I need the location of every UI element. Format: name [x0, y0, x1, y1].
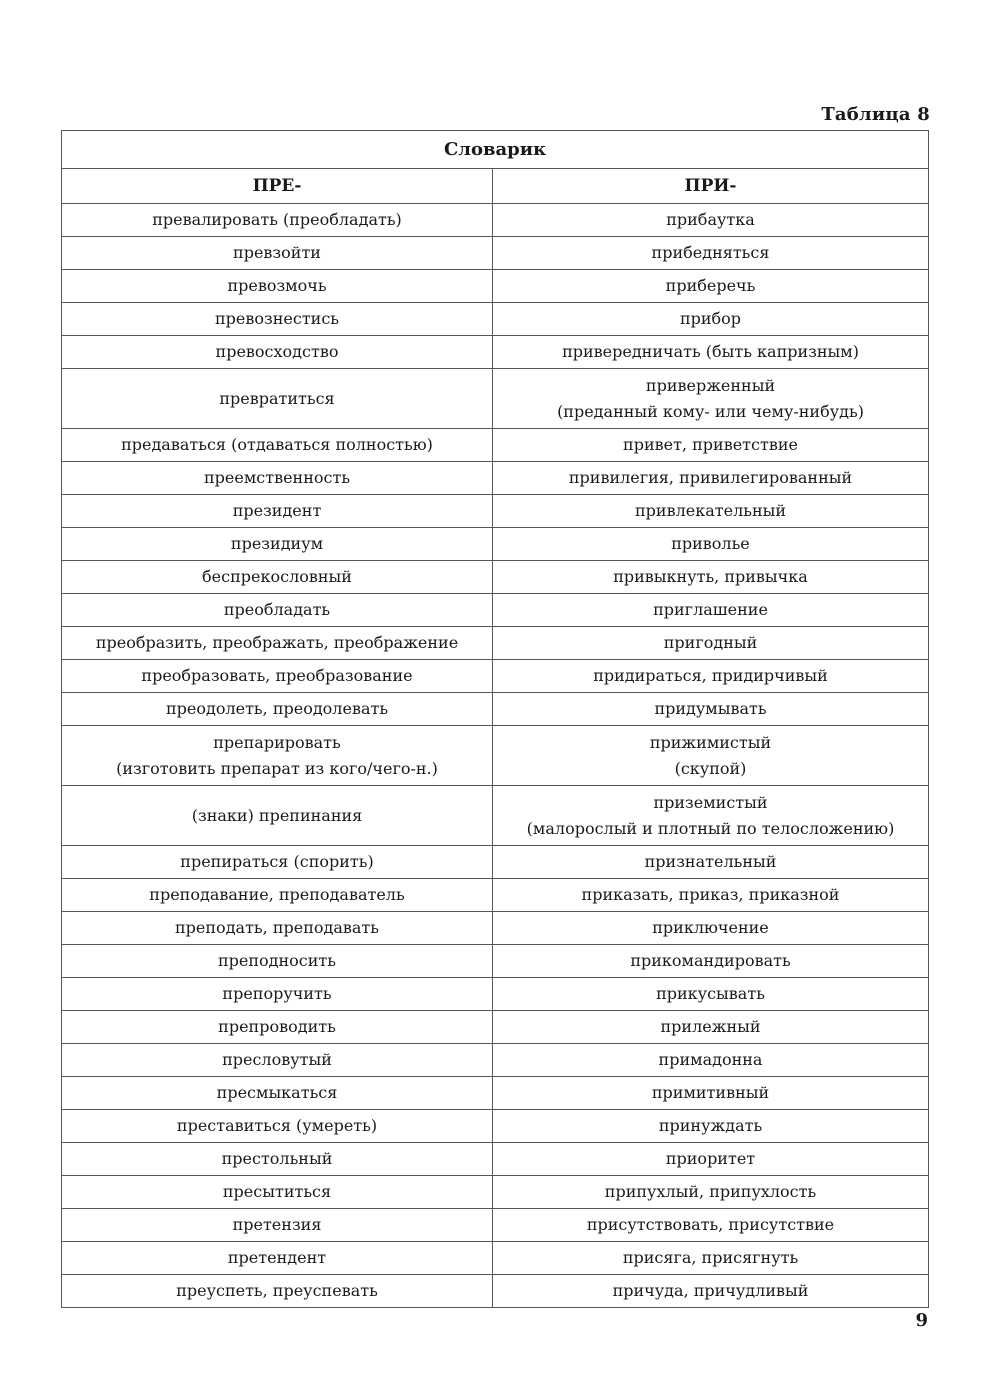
cell-text: пригодный — [663, 633, 758, 652]
table-row — [62, 429, 929, 462]
cell-text: преобразить, преображать, преображение — [95, 633, 459, 652]
table-row — [62, 1110, 929, 1143]
cell-pri-word — [493, 786, 929, 846]
cell-text: приверженный — [645, 375, 776, 395]
cell-text: (знаки) препинания — [191, 805, 363, 825]
cell-text: престольный — [221, 1149, 333, 1168]
cell-text: приглашение — [653, 600, 768, 619]
cell-pre-word — [62, 204, 493, 237]
table-row — [62, 627, 929, 660]
cell-pre-word — [62, 1209, 493, 1242]
cell-pre-word — [62, 1044, 493, 1077]
cell-text: присяга, присягнуть — [622, 1248, 799, 1267]
cell-text: привлекательный — [635, 501, 787, 520]
cell-text: преставиться (умереть) — [176, 1116, 378, 1135]
cell-text: пресмыкаться — [216, 1083, 338, 1102]
cell-pre-word — [62, 945, 493, 978]
table-row — [62, 1143, 929, 1176]
cell-text: прикусывать — [656, 984, 765, 1003]
table-row — [62, 912, 929, 945]
cell-text: препарировать — [213, 732, 341, 752]
table-row — [62, 1011, 929, 1044]
cell-pri-word — [493, 1176, 929, 1209]
cell-text: прибор — [679, 309, 742, 328]
cell-pre-word — [62, 978, 493, 1011]
cell-text: причуда, причудливый — [612, 1281, 809, 1300]
cell-pre-word — [62, 693, 493, 726]
cell-pre-word — [62, 846, 493, 879]
table-row — [62, 879, 929, 912]
cell-text: прилежный — [660, 1017, 761, 1036]
cell-text: приоритет — [665, 1149, 756, 1168]
table-row — [62, 1077, 929, 1110]
table-row — [62, 726, 929, 786]
table-row — [62, 1209, 929, 1242]
cell-text: препираться (спорить) — [180, 852, 374, 871]
cell-text: припухлый, припухлость — [604, 1182, 817, 1201]
cell-text: пресловутый — [222, 1050, 332, 1069]
cell-text: приволье — [671, 534, 750, 553]
cell-pri-word — [493, 1209, 929, 1242]
cell-text: преподать, преподавать — [175, 918, 379, 937]
cell-text: превзойти — [233, 243, 321, 262]
cell-pre-word — [62, 561, 493, 594]
cell-pri-word — [493, 528, 929, 561]
cell-pri-word — [493, 1011, 929, 1044]
cell-pri-word — [493, 303, 929, 336]
cell-pre-word — [62, 594, 493, 627]
cell-text: примитивный — [651, 1083, 770, 1102]
cell-pre-word — [62, 660, 493, 693]
cell-pri-word — [493, 726, 929, 786]
cell-pre-word — [62, 528, 493, 561]
cell-text: препроводить — [218, 1017, 336, 1036]
cell-text: приключение — [652, 918, 769, 937]
table-body — [62, 204, 929, 1308]
cell-pri-word — [493, 1044, 929, 1077]
cell-pri-word — [493, 912, 929, 945]
cell-pri-word — [493, 1242, 929, 1275]
cell-text: прижимистый — [649, 732, 772, 752]
cell-pre-word — [62, 1011, 493, 1044]
table-row — [62, 204, 929, 237]
table-row — [62, 1275, 929, 1308]
cell-text: пресытиться — [222, 1182, 332, 1201]
cell-pre-word — [62, 369, 493, 429]
vocabulary-table — [61, 130, 929, 1308]
page-number: 9 — [915, 1310, 928, 1331]
table-row — [62, 369, 929, 429]
cell-text: преподавание, преподаватель — [149, 885, 405, 904]
table-title: Словарик — [62, 131, 929, 169]
cell-text: привилегия, привилегированный — [568, 468, 853, 487]
table-row — [62, 594, 929, 627]
cell-text: президент — [232, 501, 322, 520]
cell-text: (изготовить препарат из кого/чего-н.) — [116, 758, 438, 778]
cell-pri-word — [493, 879, 929, 912]
cell-pre-word — [62, 1110, 493, 1143]
column-header-pri: ПРИ- — [493, 169, 929, 204]
cell-pri-word — [493, 627, 929, 660]
cell-pre-word — [62, 1242, 493, 1275]
cell-text: приберечь — [665, 276, 756, 295]
cell-text: президиум — [230, 534, 324, 553]
cell-text: превратиться — [219, 388, 335, 408]
cell-text: превалировать (преобладать) — [152, 210, 402, 229]
cell-text: преобладать — [223, 600, 331, 619]
table-row — [62, 237, 929, 270]
cell-pri-word — [493, 462, 929, 495]
table-row — [62, 561, 929, 594]
cell-text: беспрекословный — [202, 567, 352, 586]
cell-pre-word — [62, 237, 493, 270]
cell-pri-word — [493, 1275, 929, 1308]
cell-pri-word — [493, 1077, 929, 1110]
cell-pre-word — [62, 1176, 493, 1209]
cell-text: претендент — [227, 1248, 327, 1267]
column-header-pre: ПРЕ- — [62, 169, 493, 204]
cell-text: привыкнуть, привычка — [613, 567, 808, 586]
table-row — [62, 528, 929, 561]
cell-pri-word — [493, 495, 929, 528]
cell-text: привет, приветствие — [623, 435, 798, 454]
cell-pre-word — [62, 1077, 493, 1110]
cell-pre-word — [62, 786, 493, 846]
cell-pre-word — [62, 303, 493, 336]
cell-pre-word — [62, 1275, 493, 1308]
cell-pri-word — [493, 693, 929, 726]
cell-pri-word — [493, 561, 929, 594]
cell-text: прибедняться — [651, 243, 770, 262]
cell-text: преподносить — [217, 951, 336, 970]
cell-text: привередничать (быть капризным) — [562, 342, 859, 361]
cell-text: прикомандировать — [630, 951, 791, 970]
cell-text: преодолеть, преодолевать — [165, 699, 389, 718]
table-row — [62, 303, 929, 336]
cell-pri-word — [493, 270, 929, 303]
cell-text: прибаутка — [666, 210, 755, 229]
cell-pre-word — [62, 912, 493, 945]
cell-pri-word — [493, 1143, 929, 1176]
cell-text: (преданный кому- или чему-нибудь) — [557, 401, 864, 421]
table-row — [62, 693, 929, 726]
cell-text: (малорослый и плотный по телосложению) — [526, 818, 895, 838]
cell-pri-word — [493, 594, 929, 627]
cell-text: преуспеть, преуспевать — [176, 1281, 378, 1300]
cell-pre-word — [62, 1143, 493, 1176]
cell-text: преобразовать, преобразование — [141, 666, 413, 685]
cell-text: претензия — [232, 1215, 322, 1234]
cell-text: принуждать — [658, 1116, 763, 1135]
table-row — [62, 336, 929, 369]
table-row — [62, 978, 929, 1011]
cell-text: придираться, придирчивый — [593, 666, 828, 685]
cell-pre-word — [62, 879, 493, 912]
cell-pre-word — [62, 270, 493, 303]
table-row — [62, 846, 929, 879]
cell-pri-word — [493, 237, 929, 270]
cell-text: предаваться (отдаваться полностью) — [121, 435, 433, 454]
cell-pre-word — [62, 726, 493, 786]
cell-pre-word — [62, 495, 493, 528]
table-row — [62, 786, 929, 846]
cell-pre-word — [62, 336, 493, 369]
table-row — [62, 1176, 929, 1209]
cell-text: примадонна — [658, 1050, 763, 1069]
cell-text: превознестись — [214, 309, 340, 328]
cell-text: признательный — [644, 852, 777, 871]
cell-text: превозмочь — [227, 276, 327, 295]
table-row — [62, 660, 929, 693]
cell-pri-word — [493, 978, 929, 1011]
cell-pre-word — [62, 429, 493, 462]
cell-text: препоручить — [222, 984, 332, 1003]
cell-pre-word — [62, 462, 493, 495]
table-row — [62, 945, 929, 978]
table-row — [62, 1242, 929, 1275]
table-row — [62, 270, 929, 303]
cell-pri-word — [493, 336, 929, 369]
cell-pri-word — [493, 429, 929, 462]
cell-text: приземистый — [653, 792, 768, 812]
table-row — [62, 1044, 929, 1077]
cell-text: превосходство — [215, 342, 339, 361]
table-row — [62, 495, 929, 528]
table-row — [62, 462, 929, 495]
cell-pri-word — [493, 846, 929, 879]
cell-text: придумывать — [654, 699, 767, 718]
cell-text: приказать, приказ, приказной — [581, 885, 840, 904]
cell-pri-word — [493, 204, 929, 237]
cell-text: присутствовать, присутствие — [586, 1215, 835, 1234]
cell-pri-word — [493, 945, 929, 978]
cell-pri-word — [493, 1110, 929, 1143]
cell-pre-word — [62, 627, 493, 660]
cell-text: преемственность — [203, 468, 351, 487]
cell-pri-word — [493, 660, 929, 693]
cell-text: (скупой) — [674, 758, 747, 778]
table-caption: Таблица 8 — [821, 104, 930, 125]
cell-pri-word — [493, 369, 929, 429]
